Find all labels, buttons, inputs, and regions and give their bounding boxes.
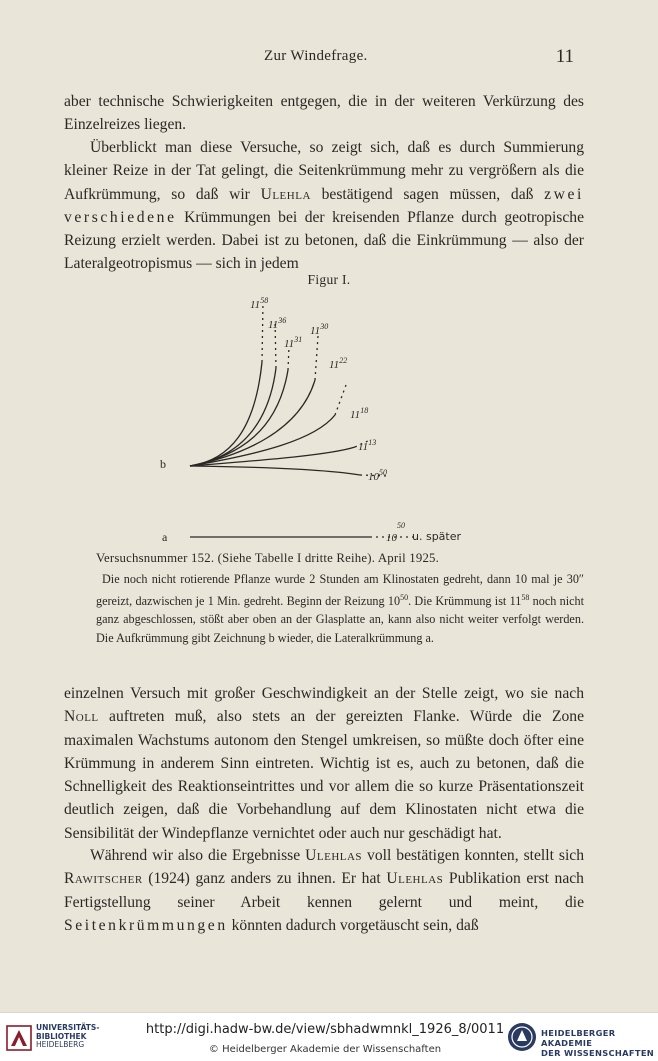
paragraph-1: aber technische Schwierigkeiten entgegen, die in der weiteren Verkürzung des Einzelreizes liegen.: [64, 93, 584, 134]
running-title: Zur Windefrage.: [264, 48, 368, 64]
caption-body: Die noch nicht rotierende Pflanze wurde 2 Stunden am Klinostaten gedreht, dann 10 mal je 30″ gereizt, dazwischen je 1 Min. gedreht. Beginn der Reizung $10^{50}$. Die Krümmung ist $11^{58}$ noch nicht ganz abgeschlossen, stößt aber oben an der Glasplatte an, kann also nicht weiter verfolgt werden. Die Aufkrümmung gibt Zeichnung b wieder, die Lateralkrümmung a.: [96, 572, 585, 645]
copyright-notice: © Heidelberger Akademie der Wissenschaften: [208, 1044, 442, 1055]
author-ulehla: Ulehla: [260, 185, 311, 203]
label-1113: $11^{13}$: [358, 438, 377, 453]
author-ulehlas: Ulehlas: [305, 847, 363, 864]
curve-1158: [190, 362, 262, 466]
curve-1113: [190, 447, 355, 466]
spaced-emphasis: zwei verschiedene: [64, 185, 584, 226]
paragraph-4: Während wir also die Ergebnisse Ulehlas voll bestätigen konnten, stellt sich Rawitscher (1924) ganz anders zu ihnen. Er hat Ulehlas Publikation erst nach Fertigstellung seiner Arbeit kennen gelernt und meint, die Seitenkrümmungen könnten dadurch vorgetäuscht sein, daß: [64, 847, 584, 934]
academy-seal-icon: [507, 1021, 537, 1053]
university-library-label: UNIVERSITÄTS- BIBLIOTHEK HEIDELBERG: [36, 1023, 100, 1049]
label-1118: $11^{18}$: [350, 406, 369, 421]
author-rawitscher: Rawitscher: [64, 870, 143, 888]
running-header: [64, 48, 584, 70]
caption-heading: Versuchsnummer 152. (Siehe Tabelle I dritte Reihe). April 1925.: [96, 551, 440, 565]
university-library-logo-icon: [6, 1022, 32, 1052]
label-a: a: [162, 530, 168, 544]
paragraph-2: Überblickt man diese Versuche, so zeigt sich, daß es durch Summierung kleiner Reize in der Tat gelingt, die Seitenkrümmung mehr zu vergrößern als die Aufkrümmung, so daß wir Ulehla bestätigend sagen müssen, daß zwei verschiedene Krümmungen bei der kreisenden Pflanze durch geotropische Reizung erzielt werden. Dabei ist zu betonen, daß die Einkrümmung — also der Lateralgeotropismus — sich in jedem: [64, 139, 584, 273]
author-noll: Noll: [64, 708, 99, 726]
label-a-1050: $10^{50}$: [386, 521, 405, 544]
academy-label: HEIDELBERGER AKADEMIE DER WISSENSCHAFTEN: [541, 1028, 655, 1058]
label-spaeter: u. später: [412, 530, 462, 543]
label-1050: $10^{50}$: [368, 468, 387, 483]
viewer-footer: [0, 1012, 658, 1061]
label-1131: $11^{31}$: [284, 335, 303, 350]
page-number: 11: [555, 46, 574, 67]
label-1158: $11^{58}$: [250, 296, 269, 311]
label-1130: $11^{30}$: [310, 322, 329, 337]
source-url-link[interactable]: http://digi.hadw-bw.de/view/sbhadwmnkl_1926_8/0011: [145, 1022, 505, 1037]
label-b: b: [160, 457, 166, 471]
figure-drawing: [150, 290, 510, 550]
paragraph-3: einzelnen Versuch mit großer Geschwindigkeit an der Stelle zeigt, wo sie nach Noll auftreten muß, also stets an der gereizten Flanke. Würde die Zone maximalen Wachstums autonom den Stengel umkreisen, so müßte doch öfter eine Krümmung in anderem Sinn eintreten. Wichtig ist es, auch zu betonen, daß die Schnelligkeit des Reaktionseintrittes und vor allem die so kurze Präsentationszeit deutlich zeigen, daß die Vorbehandlung auf dem Klinostaten nicht etwa die Sensibilität der Windepflanze vernichtet oder auch nur geschädigt hat.: [64, 685, 584, 842]
figure-label: Figur I.: [307, 272, 351, 287]
label-1122: $11^{22}$: [329, 356, 348, 371]
label-1136: $11^{36}$: [268, 316, 287, 331]
curve-1050: [190, 466, 360, 475]
